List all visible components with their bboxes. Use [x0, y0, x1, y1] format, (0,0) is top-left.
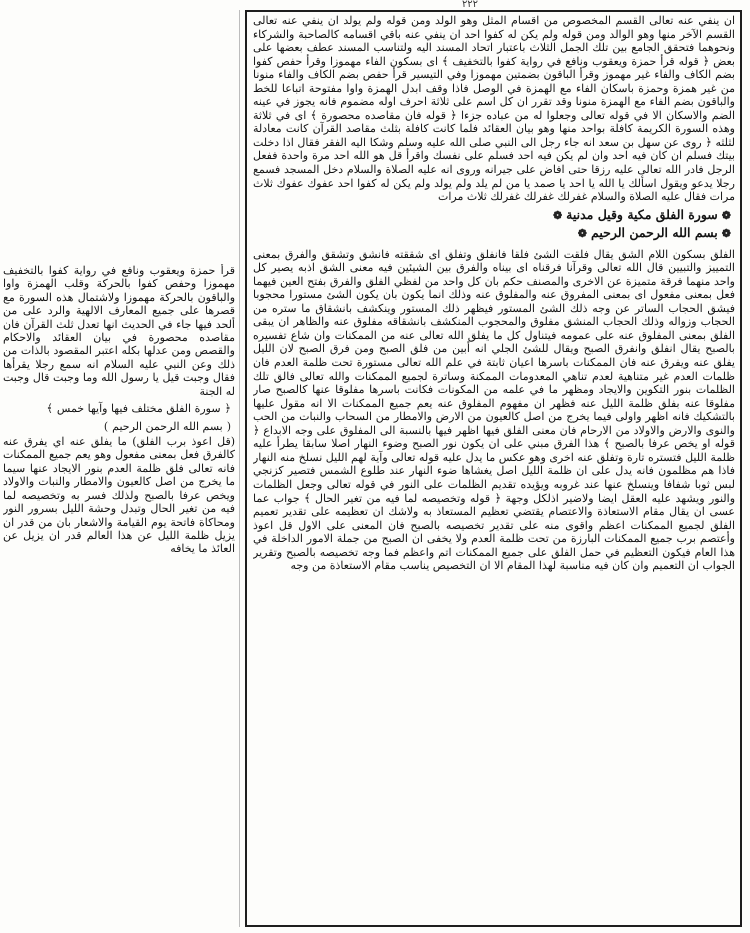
surah-heading: [253, 206, 735, 242]
margin-note-ikhlas: قرأ حمزة ويعقوب ونافع في رواية كفوا بالتخفيف مهموزا وحفص كفوا بالحركة وقلب الهمزة واوا والباقون بالحركة مهموزا ولاشتمال هذه السورة مع قصرها على جميع المعارف الالهية والرد على من ألحد فيها جاء في الحديث انها تعدل ثلث القرآن فان مقاصده محصورة في بيان العقائد والاحكام والقصص ومن عدلها بكله اعتبر المقصود بالذات من ذلك وعن النبي عليه السلام انه سمع رجلا يقرأها فقال وجبت قيل يا رسول الله وما وجبت قال وجبت له الجنة: [3, 264, 235, 398]
surah-title: سورة الفلق مكية وقيل مدنية: [566, 206, 718, 222]
main-paragraph-falaq: الفلق بسكون اللام الشق يقال فلقت الشئ فلقا فانفلق وتفلق اى شققته فانشق وتشقق والفرق بمعنى التمييز والتبيين قال الله تعالى وقرآنا فرقناه اى بيناه والفرق بين الشيئين فيه معنى الشق اذبه يصير كل واحد منهما فرقة متميزة عن الاخرى والمصنف حكم بان كل واحد من لفظي الفلق والفرق بفتح العين فيهما فعل بمعنى مفعول اى بمعنى المفروق عنه والمفلوق عنه وذلك انما يكون بان يكون الشئ مستورا محجوبا فيشق الحجاب الساتر عن وجه ذلك الشئ المستور فيظهر ذلك المستور وينكشف بانشقاق ما ستره من الحجاب وزواله وذلك الحجاب المنشق مفلوق والمحجوب المنكشف بانشقاقه مفلوق عنه والظاهر ان يبقى الفلق بمعنى المفلوق عنه على عمومه فيتناول كل ما يفلق الله تعالى عنه من الممكنات وان شاع تفسيره بالصبح يقال انفلق وانفرق الصبح ويقال للشئ الجلي انه أبين من فلق الصبح ومن فرق الصبح لان الليل يفلق عنه ويفرق عنه فان الممكنات باسرها اعيان ثابتة في علم الله تعالى مستورة تحت ظلمة العدم فان ظلمات العدم غير متناهية لعدم تناهي المعدومات الممكنة وساترة لجميع الممكنات والله تعالى فالق تلك الظلمات بنور التكوين والايجاد ومظهر ما في علمه من المكونات فكانت باسرها مفلوقا عنها كالصبح صار مفلوقا عنه بفلق ظلمة الليل عنه فظهر ان مفهوم المفلوق عنه يعم جميع الممكنات الا انه مقول عليها بالتشكيك فانه اظهر واولى فيما يخرج من اصل كالعيون من الارض والامطار من السحاب والنبات من الحب والنوى والارض والاولاد من الارحام فان معنى الفلق فيها اظهر فيها بالنسبة الى المفلوق على وجه الابداع ﴿ قوله او يخص عرفا بالصبح ﴾ هذا الفرق مبني على ان يكون نور الصبح وضوء النهار اصلا سابقا يطرأ عليه ظلمة الليل فتستره تارة وتفلق عنه اخرى وهو عكس ما يدل عليه قوله تعالى وآية لهم الليل نسلخ منه النهار فاذا هم مظلمون فانه يدل على ان ظلمة الليل اصل يغشاها ضوء النهار عند طلوع الشمس فتصير كزنجي لبس ثوبا شفافا وينسلخ عنها عند غروبه ويؤيده تقديم الظلمات على النور في قوله تعالى وجعل الظلمات والنور ويشهد عليه العقل ايضا ولاضير اذلكل وجهة ﴿ قوله وتخصيصه لما فيه من تغير الحال ﴾ جواب عما عسى ان يقال مقام الاستعاذة والاعتصام يقتضي تعظيم المستعاذ به ولاشك ان تعظيمه على تقدير تعميم الفلق لجميع الممكنات اعظم واقوى منه على تقدير تخصيصه بالصبح فان المعنى على الاول قل اعوذ وأعتصم برب جميع الممكنات البارزة من تحت ظلمة العدم ولا يخفى ان الصبح من جملة الامور الداخلة في هذا العام فيكون التعظيم في حمل الفلق على جميع الممكنات اتم واعظم فما وجه تخصيصه بالصبح وتقرير الجواب ان التعميم وان كان فيه مناسبة لهذا المقام الا ان التخصيص يناسب مقام الاستعاذة من وجه: [253, 247, 735, 573]
page-number: ٢٢٢: [461, 0, 479, 10]
main-paragraph-ikhlas: ان ينفي عنه تعالى القسم المخصوص من اقسام المثل وهو الولد ومن قوله ولم يولد ان ينفي عنه تعالى القسم الآخر منها وهو الوالد ومن قوله ولم يكن له كفوا احد ان ينفي عنه باقي اقسامه كالصاحبة والشركاء ونحوهما فتحقق الجامع بين تلك الجمل الثلاث باعتبار اتحاد المسند اليه ولتناسب المسند عطف بعضها على بعض ﴿ قوله قرأ حمزة ويعقوب ونافع في رواية كفوا بالتخفيف ﴾ اى بسكون الفاء مهموزا وقرأ حفص كفوا بضم الكاف والفاء غير مهموز وقرأ الباقون بضمتين مهموزا وفي التيسير قرأ حفص بضم الكاف والفاء منونا من غير همزة وحمزة باسكان الفاء مع الهمزة في الوصل فاذا وقف ابدل الهمزة واوا مفتوحة اتباعا للخط والباقون بضم الفاء مع الهمزة منونا وقد تقرر ان كل اسم على ثلاثة احرف اوله مضموم فانه يجوز في عينه الضم والاسكان الا في قوله تعالى وجعلوا له من عباده جزءا ﴿ قوله فان مقاصده محصورة ﴾ اى في ثلاثة وهذه السورة الكريمة كافلة بواحد منها وهو بيان العقائد فلما كانت كافلة بثلث مقاصد القرآن كانت معادلة لثلثه ﴿ روى عن سهل بن سعد انه جاء رجل الى النبي صلى الله عليه وسلم وشكا اليه الفقر فقال اذا دخلت بيتك فسلم ان كان فيه احد وان لم يكن فيه احد فسلم على نفسك واقرأ قل هو الله احد مرة واحدة ففعل الرجل فادر الله تعالى عليه رزقا حتى افاض على جيرانه وروى انه عليه الصلاة والسلام دخل المسجد فسمع رجلا يدعو ويقول اسألك يا الله يا احد يا صمد يا من لم يلد ولم يولد ولم يكن له كفوا احد عفوك عفوك ثلاث مرات فقال عليه الصلاة والسلام غفرلك غفرلك غفرلك ثلاث مرات: [253, 14, 735, 204]
main-text: [253, 14, 735, 573]
ornament-icon: ❁: [721, 226, 731, 240]
column-divider: [239, 10, 240, 927]
ornament-icon: ❁: [577, 226, 587, 240]
ornament-icon: ❁: [721, 208, 731, 222]
ornament-icon: ﴿: [224, 402, 231, 416]
margin-surah-heading: [3, 401, 235, 416]
margin-note-falaq: (قل اعوذ برب الفلق) ما يفلق عنه اي يفرق عنه كالفرق فعل بمعنى مفعول وهو يعم جميع الممكنات فانه تعالى فلق ظلمة العدم بنور الايجاد عنها سيما ما يخرج من اصل كالعيون والامطار والنبات والاولاد ويخص عرفا بالصبح ولذلك فسر به وتخصيصه لما فيه من تغير الحال وتبدل وحشة الليل بسرور النور ومحاكاة فاتحة يوم القيامة والاشعار بان من قدر ان يزيل ظلمة الليل عن هذا العالم قدر ان يزيل عن العائذ ما يخافه: [3, 435, 235, 556]
main-commentary: [253, 14, 735, 922]
ornament-icon: ❁: [552, 208, 563, 222]
basmala-line: [253, 224, 735, 242]
margin-basmala: بسم الله الرحمن الرحيم: [112, 420, 223, 434]
margin-basmala-line: [3, 419, 235, 434]
bracket-icon: (: [226, 420, 231, 434]
margin-commentary: [3, 264, 235, 584]
basmala: بسم الله الرحمن الرحيم: [591, 224, 718, 240]
surah-title-line: [253, 206, 735, 224]
margin-surah-title: سورة الفلق مختلف فيها وآيها خمس: [56, 402, 221, 416]
margin-text: [3, 264, 235, 556]
bracket-icon: ): [103, 420, 109, 434]
ornament-icon: ﴾: [46, 402, 53, 416]
